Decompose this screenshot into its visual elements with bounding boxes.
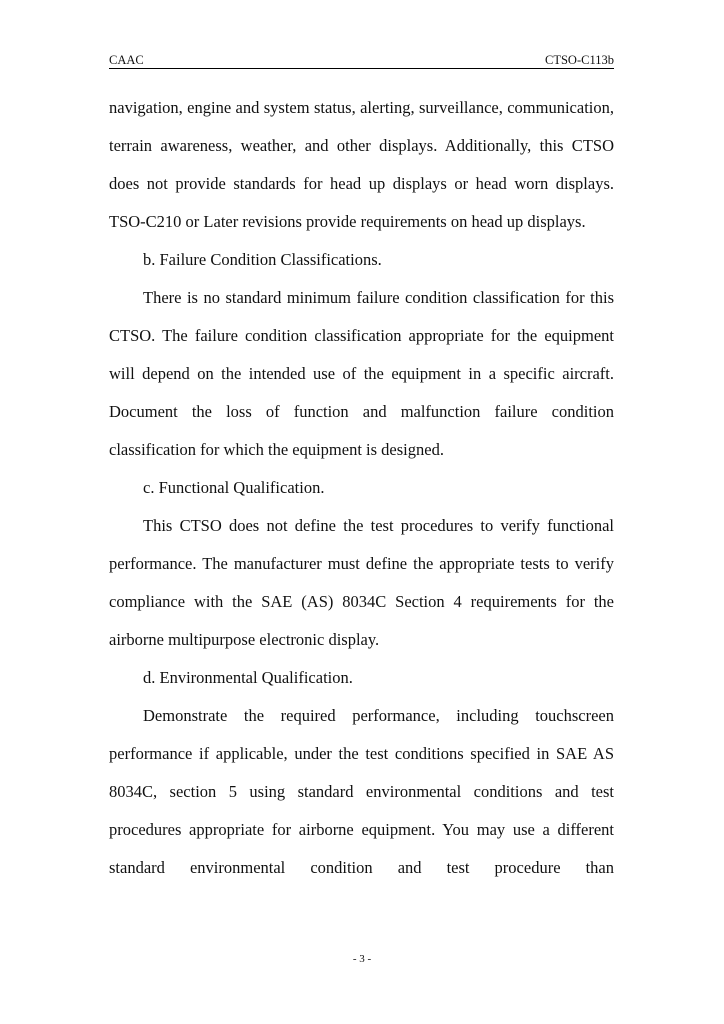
section-heading-functional-qualification: c. Functional Qualification. [143,478,325,497]
header-document-id: CTSO-C113b [545,53,614,67]
paragraph-failure-condition: There is no standard minimum failure condition classification for this CTSO. The failure condition classification appropriate for the equipment will depend on the intended use of the equipment in a specific aircraft. Document the loss of function and malfunction failure condition classification for which the equipment is designed. [109,288,614,459]
paragraph-display-types: navigation, engine and system status, alerting, surveillance, communication, terrain awareness, weather, and other displays. Additionally, this CTSO does not provide standards for head up displays or head worn displays. TSO-C210 or Later revisions provide requirements on head up displays. [109,98,614,231]
page-header [109,52,614,69]
document-body [109,89,614,887]
page-number: - 3 - [352,953,372,965]
paragraph-functional-qualification: This CTSO does not define the test procedures to verify functional performance. The manufacturer must define the appropriate tests to verify compliance with the SAE (AS) 8034C Section 4 requirements for the airborne multipurpose electronic display. [109,516,614,649]
section-heading-environmental-qualification: d. Environmental Qualification. [143,668,353,687]
section-heading-failure-condition: b. Failure Condition Classifications. [143,250,382,269]
page-footer [0,952,724,966]
paragraph-environmental-qualification: Demonstrate the required performance, including touchscreen performance if applicable, under the test conditions specified in SAE AS 8034C, section 5 using standard environmental conditions and test procedures appropriate for airborne equipment. You may use a different standard environmental condition and test procedure than [109,706,614,877]
header-organization: CAAC [109,53,144,67]
